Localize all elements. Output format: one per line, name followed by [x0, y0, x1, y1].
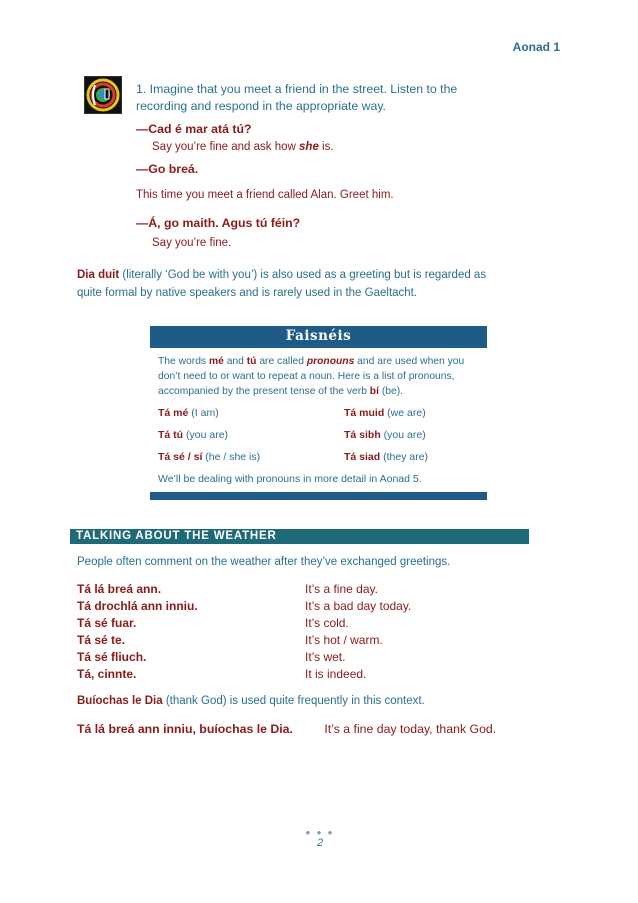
info-text: accompanied by the present tense of the verb	[158, 386, 370, 397]
info-box-title: Faisnéis	[285, 328, 352, 344]
section-title: TALKING ABOUT THE WEATHER	[76, 530, 277, 542]
hint-text: Say you’re fine and ask how	[152, 141, 300, 153]
pronoun-irish: Tá muid	[344, 407, 385, 419]
section-header-bar	[70, 529, 529, 544]
pronoun-irish: Tá siad	[344, 451, 381, 463]
instruction-line-2: recording and respond in the appropriate way.	[136, 99, 386, 113]
pronoun-row	[158, 428, 480, 443]
hint-emphasis: she	[299, 141, 319, 153]
info-text: and are used when you	[354, 356, 465, 367]
weather-intro: People often comment on the weather after they’ve exchanged greetings.	[77, 556, 451, 568]
phrase-irish: Tá drochlá ann inniu.	[77, 599, 198, 613]
task-2: This time you meet a friend called Alan. Greet him.	[136, 189, 394, 201]
page-number: 2	[316, 837, 324, 849]
buiochas-note	[77, 695, 425, 707]
phrase-english: It is indeed.	[305, 667, 367, 681]
pronoun-irish: Tá sibh	[344, 429, 381, 441]
pronoun-english: (I am)	[188, 407, 219, 419]
info-text: and	[223, 356, 247, 367]
phrase-english: It’s hot / warm.	[305, 633, 383, 647]
info-text: (be).	[378, 386, 403, 397]
info-para-line-3	[158, 384, 480, 399]
pronoun-irish: Tá tú	[158, 429, 184, 441]
phrase-english: It’s wet.	[305, 650, 346, 664]
pronoun-english: (they are)	[380, 451, 429, 463]
pronoun-irish: Tá sé / sí	[158, 451, 203, 463]
hint-text-end: is.	[318, 141, 334, 153]
final-irish: Tá lá breá ann inniu, buíochas le Dia.	[77, 722, 293, 736]
phrase-irish: Tá, cinnte.	[77, 667, 137, 681]
info-box-body	[158, 354, 480, 485]
info-footer-note: We’ll be dealing with pronouns in more detail in Aonad 5.	[158, 473, 422, 485]
question-1-hint	[152, 138, 334, 156]
phrase-irish: Tá sé fuar.	[77, 616, 137, 630]
unit-label: Aonad 1	[512, 40, 560, 54]
dia-duit-line-2: quite formal by native speakers and is rarely used in the Gaeltacht.	[77, 287, 418, 299]
pronoun-english: (you are)	[183, 429, 229, 441]
answer-2: —Á, go maith. Agus tú féin?	[136, 216, 301, 230]
word-pronouns: pronouns	[306, 356, 355, 367]
answer-1: —Go breá.	[136, 162, 199, 176]
pronoun-english: (we are)	[384, 407, 426, 419]
instruction-line-1: 1. Imagine that you meet a friend in the street. Listen to the	[136, 82, 458, 96]
dia-duit-note	[77, 266, 527, 302]
buiochas-term: Buíochas le Dia	[77, 695, 163, 707]
dia-duit-term: Dia duit	[77, 269, 120, 281]
answer-2-hint: Say you’re fine.	[152, 237, 232, 249]
question-1: —Cad é mar atá tú?	[136, 122, 252, 136]
page-dots: ● ● ●	[305, 828, 335, 837]
phrase-english: It’s a fine day.	[305, 582, 378, 596]
pronoun-irish: Tá mé	[158, 407, 189, 419]
info-box	[150, 326, 487, 500]
pronoun-row	[158, 450, 480, 465]
pronoun-english: (you are)	[380, 429, 426, 441]
pronoun-row	[158, 406, 480, 421]
info-text: are called	[256, 356, 307, 367]
phrase-irish: Tá lá breá ann.	[77, 582, 162, 596]
word-tu: tú	[246, 356, 257, 367]
phrase-english: It’s a bad day today.	[305, 599, 412, 613]
final-english: It’s a fine day today, thank God.	[324, 722, 497, 736]
buiochas-text: (thank God) is used quite frequently in this context.	[162, 695, 425, 707]
word-bi: bí	[369, 386, 379, 397]
phrase-irish: Tá sé fliuch.	[77, 650, 147, 664]
page-footer	[300, 828, 340, 849]
info-para-line-2: don’t need to or want to repeat a noun. Here is a list of pronouns,	[158, 371, 455, 382]
phrase-irish: Tá sé te.	[77, 633, 126, 647]
phrase-english: It’s cold.	[305, 616, 349, 630]
pronoun-english: (he / she is)	[202, 451, 261, 463]
cd-recording-icon[interactable]	[84, 76, 122, 114]
info-text: The words	[158, 356, 209, 367]
dia-duit-text: (literally ‘God be with you’) is also used as a greeting but is regarded as	[119, 269, 487, 281]
final-example	[77, 722, 496, 736]
info-box-footer-bar	[150, 492, 487, 500]
info-para-line-1	[158, 354, 480, 369]
word-me: mé	[208, 356, 224, 367]
